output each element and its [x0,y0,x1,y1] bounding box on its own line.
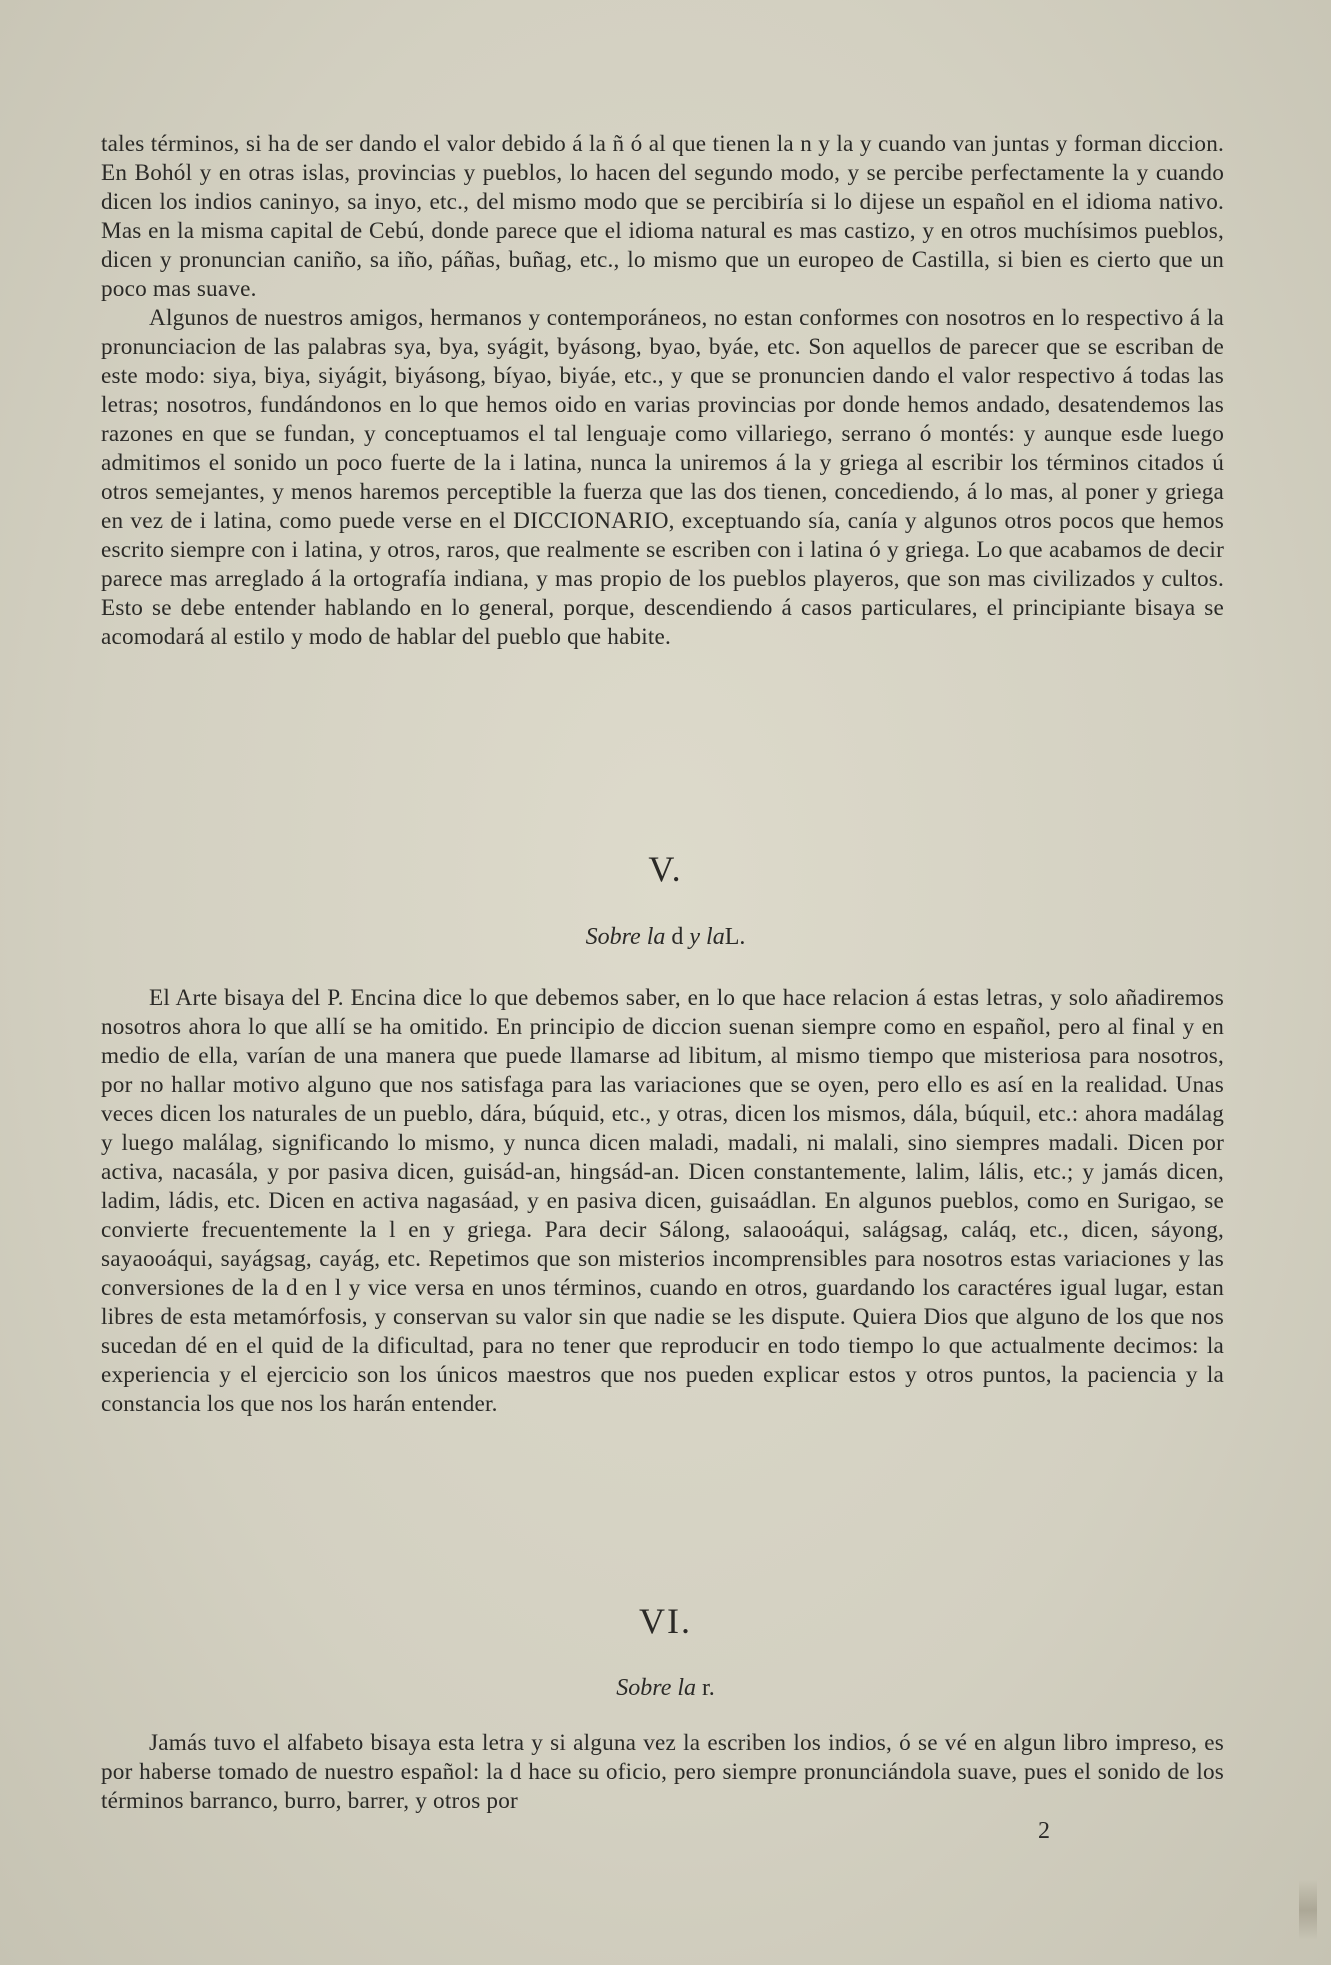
section-5-title [0,924,1331,951]
section-5-title-e: L. [724,924,746,950]
page-number: 2 [1038,1818,1050,1844]
paragraph-2: Algunos de nuestros amigos, hermanos y contemporáneos, no estan conformes con nosotros en lo respectivo á la pronunciacion de las palabras sya, bya, syágit, byásong, byao, byáe, etc. Son aquellos de parecer que se escriban de este modo: siya, biya, siyágit, biyásong, bíyao, biyáe, etc., y que se pronuncien dando el valor respectivo á todas las letras; nosotros, fundándonos en lo que hemos oido en varias provincias por donde hemos andado, desatendemos las razones en que se fundan, y conceptuamos el tal lenguaje como villariego, serrano ó montés: y aunque esde luego admitimos el sonido un poco fuerte de la i latina, nunca la uniremos á la y griega al escribir los términos citados ú otros semejantes, y menos haremos perceptible la fuerza que las dos tienen, concediendo, á lo mas, al poner y griega en vez de i latina, como puede verse en el DICCIONARIO, exceptuando sía, canía y algunos otros pocos que hemos escrito siempre con i latina, y otros, raros, que realmente se escriben con i latina ó y griega. Lo que acabamos de decir parece mas arreglado á la ortografía indiana, y mas propio de los pueblos playeros, que son mas civilizados y cultos. Esto se debe entender hablando en lo general, porque, descendiendo á casos particulares, el principiante bisaya se acomodará al estilo y modo de hablar del pueblo que habite. [101,305,1224,650]
section-5-title-b: d [671,924,684,950]
section-6-body [101,1729,1224,1816]
section-6-number: VI. [639,1601,692,1641]
section-5-title-d: la [706,924,725,950]
section-6-title-a: Sobre la [616,1675,697,1701]
section-5-body [101,984,1224,1419]
section-6-title-b: r. [702,1675,715,1701]
paragraph-1: tales términos, si ha de ser dando el valor debido á la ñ ó al que tienen la n y la y cuando van juntas y forman diccion. En Bohól y en otras islas, provincias y pueblos, lo hacen del segundo modo, y se percibe perfectamente la y cuando dicen los indios caninyo, sa inyo, etc., del mismo modo que se percibiría si lo dijese un español en el idioma nativo. Mas en la misma capital de Cebú, donde parece que el idioma natural es mas castizo, y en otros muchísimos pueblos, dicen y pronuncian caniño, sa iño, páñas, buñag, etc., lo mismo que un europeo de Castilla, si bien es cierto que un poco mas suave. [101,131,1224,302]
section-5-paragraph: El Arte bisaya del P. Encina dice lo que debemos saber, en lo que hace relacion á estas letras, y solo añadiremos nosotros ahora lo que allí se ha omitido. En principio de diccion suenan siempre como en español, pero al final y en medio de ella, varían de una manera que puede llamarse ad libitum, al mismo tiempo que misteriosa para nosotros, por no hallar motivo alguno que nos satisfaga para las variaciones que se oyen, pero ello es así en la realidad. Unas veces dicen los naturales de un pueblo, dára, búquid, etc., y otras, dicen los mismos, dála, búquil, etc.: ahora madálag y luego malálag, significando lo mismo, y nunca dicen maladi, madali, ni malali, sino siempres madali. Dicen por activa, nacasála, y por pasiva dicen, guisád-an, hingsád-an. Dicen constantemente, lalim, lális, etc.; y jamás dicen, ladim, ládis, etc. Dicen en activa nagasáad, y en pasiva dicen, guisaádlan. En algunos pueblos, como en Surigao, se convierte frecuentemente la l en y griega. Para decir Sálong, salaooáqui, salágsag, caláq, etc., dicen, sáyong, sayaooáqui, sayágsag, cayág, etc. Repetimos que son misterios incomprensibles para nosotros estas variaciones y las conversiones de la d en l y vice versa en unos términos, cuando en otros, guardando los caractéres igual lugar, estan libres de esta metamórfosis, y conservan su valor sin que nadie se les dispute. Quiera Dios que alguno de los que nos sucedan dé en el quid de la dificultad, para no tener que reproducir en todo tiempo lo que actualmente decimos: la experiencia y el ejercicio son los únicos maestros que nos pueden explicar estos y otros puntos, la paciencia y la constancia los que nos los harán entender. [101,985,1224,1417]
section-6-paragraph: Jamás tuvo el alfabeto bisaya esta letra y si alguna vez la escriben los indios, ó se vé en algun libro impreso, es por haberse tomado de nuestro español: la d hace su oficio, pero siempre pronunciándola suave, pues el sonido de los términos barranco, burro, barrer, y otros por [101,1730,1224,1814]
section-4-continuation [101,130,1224,652]
section-5-number: V. [648,849,683,889]
section-5-title-c: y [689,924,701,950]
section-6-title [0,1675,1331,1702]
paper-edge-mark [1299,1880,1317,1940]
section-5-title-a: Sobre la [585,924,666,950]
